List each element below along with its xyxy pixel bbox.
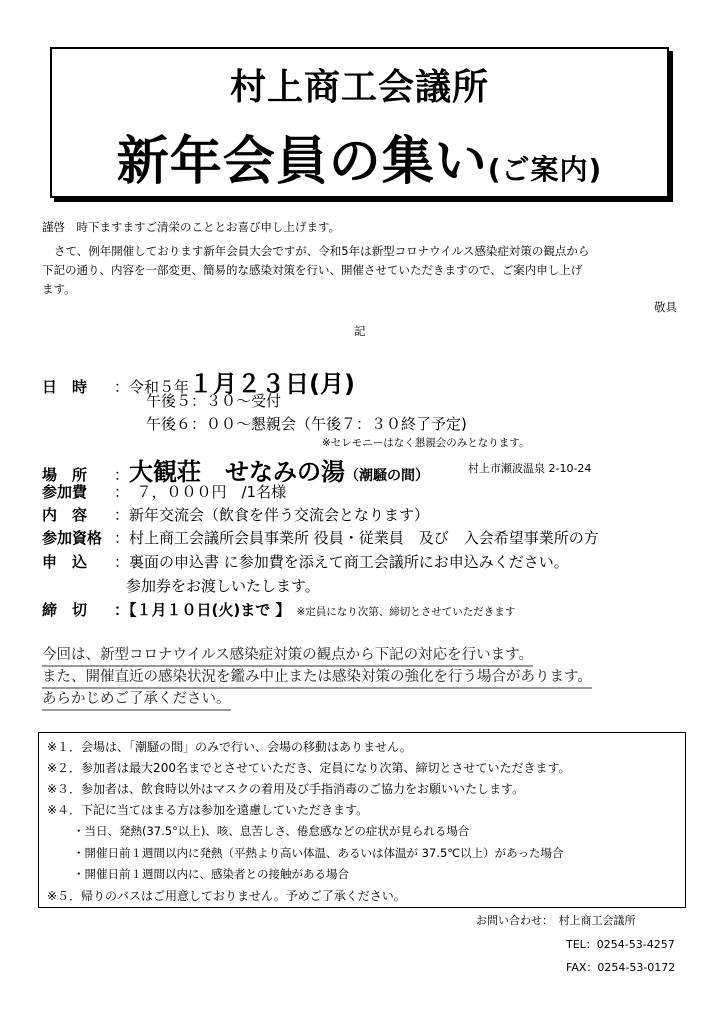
venue-name: 大観荘 せなみの湯 [129,458,346,486]
greeting-line-3: 下記の通り、内容を一部変更、簡易的な感染対策を行い、開催させていただきますので、ご案内申し上げ [42,263,583,277]
note-4b: ・開催日前１週間以内に発熱（平熱より高い体温、あるいは体温が 37.5℃以上）があった場合 [73,846,564,860]
venue-label: 場 所 [42,466,88,484]
application-row [42,551,569,572]
note-4c: ・開催日前１週間以内に、感染者との接触がある場合 [73,867,349,881]
fee-value: ： ７，０００円 /1名様 [114,483,287,501]
ceremony-note: ※セレモニーはなく懇親会のみとなります。 [322,437,530,449]
date-main: １月２３日(月) [189,370,355,398]
content-label: 内 容 [42,506,88,524]
date-prefix: ：令和５年 [114,378,190,396]
application-line-1: ：裏面の申込書 に参加費を添えて商工会議所にお申込みください。 [114,553,569,571]
date-label: 日 時 [42,378,88,396]
ki-mark: 記 [354,324,366,338]
event-title [52,119,667,194]
content-row [42,504,429,525]
deadline-note: ※定員になり次第、締切とさせていただきます [296,606,516,618]
deadline-value: ：【１月１０日(火)まで 】 [114,601,291,619]
eligibility-row [42,527,599,548]
note-5: ※５．帰りのバスはご用意しておりません。予めご了承ください。 [47,889,406,903]
note-2: ※２．参加者は最大200名までとさせていただき、定員になり次第、締切とさせていただきます。 [47,761,571,775]
greeting-line-2: さて、例年開催しております新年会員大会ですが、令和5年は新型コロナウイルス感染症対策の観点から [54,244,590,258]
reception-time: 午後５：３０～受付 [146,392,282,410]
venue-colon: ： [114,466,130,484]
fee-label: 参加費 [42,483,88,501]
deadline-row [42,599,515,620]
note-3: ※３．参加者は、飲食時以外はマスクの着用及び手指消毒のご協力をお願いいたします。 [47,782,525,796]
venue-address: 村上市瀬波温泉 2-10-24 [468,462,592,475]
notice-line-3: あらかじめご了承ください。 [42,687,231,711]
party-time: 午後６：００～懇親会（午後７：３０終了予定) [146,415,467,433]
application-line-2: 参加券をお渡しいたします。 [126,577,320,595]
fee-row [42,481,286,502]
organization-title: 村上商工会議所 [229,67,489,108]
notes-box [38,732,686,908]
contact-fax: FAX：0254-53-0172 [566,961,676,974]
contact-tel: TEL：0254-53-4257 [566,938,675,951]
greeting-line-1: 謹啓 時下ますますご清栄のこととお喜び申し上げます。 [42,220,341,234]
event-title-sub: (ご案内) [487,153,603,186]
closing-word: 敬具 [654,300,677,314]
notice-line-2: また、開催直近の感染状況を鑑み中止または感染対策の強化を行う場合があります。 [42,665,592,689]
note-4a: ・当日、発熱(37.5°以上)、咳、息苦しさ、倦怠感などの症状が見られる場合 [73,824,470,838]
notice-line-1: 今回は、新型コロナウイルス感染症対策の観点から下記の対応を行います。 [42,643,533,667]
note-4: ※４．下記に当てはまる方は参加を遠慮していただきます。 [47,803,369,817]
application-label: 申 込 [42,553,88,571]
venue-hall: （潮騒の間） [345,468,430,484]
title-box [50,47,669,198]
note-1: ※１．会場は、「潮騒の間」のみで行い、会場の移動はありません。 [47,740,412,754]
eligibility-value: ：村上商工会議所会員事業所 役員・従業員 及び 入会希望事業所の方 [114,529,599,547]
greeting-line-4: ます。 [42,282,76,296]
contact-label: お問い合わせ： 村上商工会議所 [476,914,636,927]
deadline-label: 締 切 [42,601,88,619]
eligibility-label: 参加資格 [42,529,103,547]
content-value: ：新年交流会（飲食を伴う交流会となります） [114,506,430,524]
event-title-main: 新年会員の集い [116,132,488,192]
